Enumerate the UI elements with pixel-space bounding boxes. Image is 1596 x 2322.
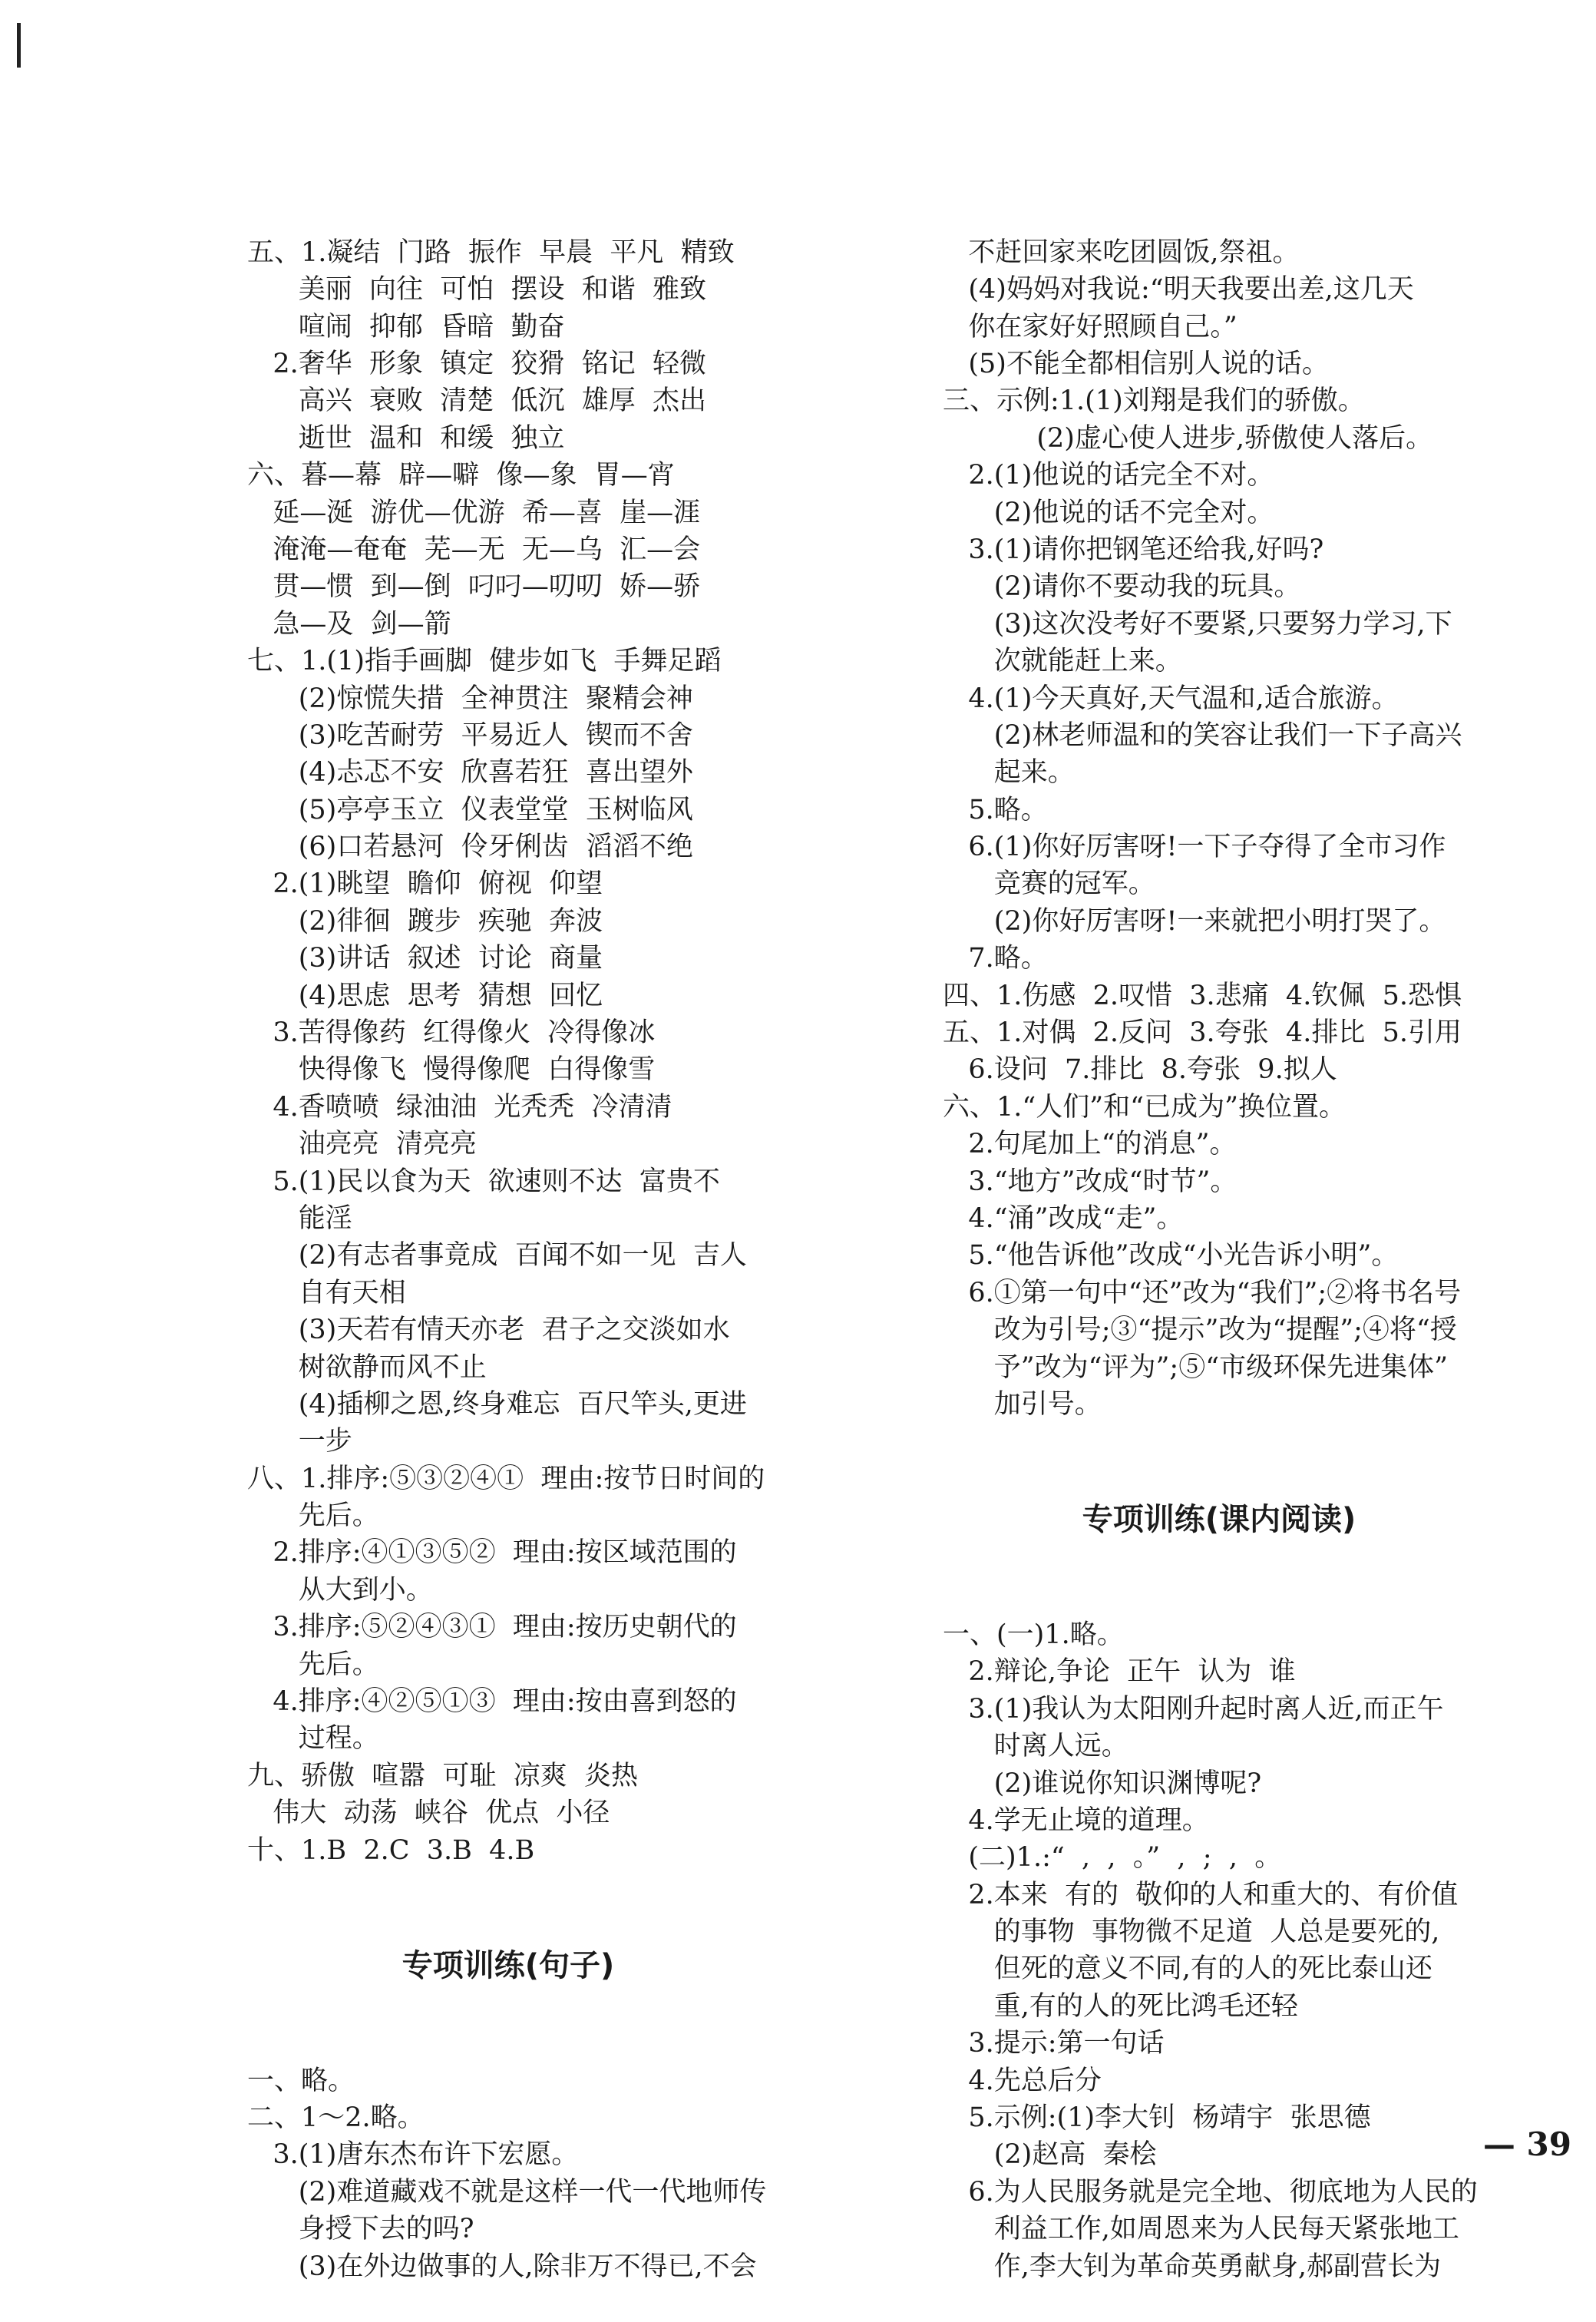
answer-line: 身授下去的吗? bbox=[247, 2214, 474, 2245]
answer-line: 6.①第一句中“还”改为“我们”;②将书名号 bbox=[943, 1277, 1462, 1308]
answer-line: 2.本来 有的 敬仰的人和重大的、有价值 bbox=[943, 1879, 1459, 1910]
answer-line: 3.(1)我认为太阳刚升起时离人近,而正午 bbox=[943, 1693, 1444, 1725]
answer-line: 延—涎 游优—优游 希—喜 崖—涯 bbox=[247, 497, 701, 528]
answer-line: 5.示例:(1)李大钊 杨靖宇 张思德 bbox=[943, 2102, 1371, 2134]
answer-line: (2)你好厉害呀!一来就把小明打哭了。 bbox=[943, 905, 1446, 937]
answer-line: 5.(1)民以食为天 欲速则不达 富贵不 bbox=[247, 1166, 720, 1197]
answer-line: 你在家好好照顾自己。” bbox=[943, 311, 1237, 342]
answer-line: (2)惊慌失措 全神贯注 聚精会神 bbox=[247, 683, 693, 714]
left-answers-block-2 bbox=[247, 2062, 846, 2285]
answer-line: 5.略。 bbox=[943, 794, 1048, 825]
answer-line: 一、(一)1.略。 bbox=[943, 1619, 1124, 1650]
answer-line: 7.略。 bbox=[943, 943, 1048, 974]
answer-line: 先后。 bbox=[247, 1500, 379, 1532]
answer-line: (2)赵高 秦桧 bbox=[943, 2139, 1157, 2171]
answer-line: 6.设问 7.排比 8.夸张 9.拟人 bbox=[943, 1054, 1337, 1086]
answer-line: 但死的意义不同,有的人的死比泰山还 bbox=[943, 1953, 1432, 1985]
answer-line: (5)不能全都相信别人说的话。 bbox=[943, 348, 1329, 379]
answer-line: 作,李大钊为革命英勇献身,郝副营长为 bbox=[943, 2251, 1442, 2282]
answer-line: (3)这次没考好不要紧,只要努力学习,下 bbox=[943, 608, 1452, 640]
answer-line: 2.排序:④①③⑤② 理由:按区域范围的 bbox=[247, 1537, 737, 1569]
answer-line: (2)林老师温和的笑容让我们一下子高兴 bbox=[943, 719, 1462, 751]
answer-line: 三、示例:1.(1)刘翔是我们的骄傲。 bbox=[943, 385, 1365, 417]
answer-line: 一步 bbox=[247, 1426, 352, 1457]
answer-line: 先后。 bbox=[247, 1649, 379, 1680]
answer-line: 2.奢华 形象 镇定 狡猾 铭记 轻微 bbox=[247, 348, 707, 379]
answer-line: 美丽 向往 可怕 摆设 和谐 雅致 bbox=[247, 274, 707, 306]
answer-line: 予”改为“评为”;⑤“市级环保先进集体” bbox=[943, 1351, 1449, 1383]
answer-line: 6.(1)你好厉害呀!一下子夺得了全市习作 bbox=[943, 832, 1446, 863]
answer-line: 2.句尾加上“的消息”。 bbox=[943, 1129, 1237, 1160]
answer-line: 从大到小。 bbox=[247, 1574, 433, 1606]
answer-line: (二)1.:“ , , 。” , ; , 。 bbox=[943, 1842, 1282, 1874]
answer-line: (2)他说的话不完全对。 bbox=[943, 497, 1274, 528]
scan-edge-mark bbox=[17, 23, 21, 68]
answer-line: 的事物 事物微不足道 人总是要死的, bbox=[943, 1917, 1440, 1948]
answer-line: 喧闹 抑郁 昏暗 勤奋 bbox=[247, 311, 565, 342]
answer-line: 八、1.排序:⑤③②④① 理由:按节日时间的 bbox=[247, 1463, 765, 1494]
answer-line: 改为引号;③“提示”改为“提醒”;④将“授 bbox=[943, 1315, 1457, 1346]
answer-line: 七、1.(1)指手画脚 健步如飞 手舞足蹈 bbox=[247, 646, 722, 677]
answer-line: (2)有志者事竟成 百闻不如一见 吉人 bbox=[247, 1240, 747, 1272]
answer-line: (3)吃苦耐劳 平易近人 锲而不舍 bbox=[247, 719, 693, 751]
answer-line: 4.排序:④②⑤①③ 理由:按由喜到怒的 bbox=[247, 1686, 737, 1718]
answer-line: 油亮亮 清亮亮 bbox=[247, 1129, 477, 1160]
answer-line: 急—及 剑—箭 bbox=[247, 608, 451, 640]
answer-line: 淹淹—奄奄 芜—无 无—乌 汇—会 bbox=[247, 534, 701, 565]
answer-line: (4)思虑 思考 猜想 回忆 bbox=[247, 980, 603, 1011]
answer-line: 时离人远。 bbox=[943, 1731, 1128, 1762]
answer-line: 高兴 衰败 清楚 低沉 雄厚 杰出 bbox=[247, 385, 707, 417]
answer-line: (3)在外边做事的人,除非万不得已,不会 bbox=[247, 2251, 757, 2282]
answer-line: 五、1.凝结 门路 振作 早晨 平凡 精致 bbox=[247, 237, 735, 268]
page-number: — 39 bbox=[1482, 2125, 1571, 2163]
answer-line: 一、略。 bbox=[247, 2065, 355, 2096]
answer-line: 五、1.对偶 2.反问 3.夸张 4.排比 5.引用 bbox=[943, 1017, 1462, 1049]
answer-line: 3.苦得像药 红得像火 冷得像冰 bbox=[247, 1017, 656, 1049]
answer-line: (3)讲话 叙述 讨论 商量 bbox=[247, 943, 603, 974]
answer-line: 2.辩论,争论 正午 认为 谁 bbox=[943, 1656, 1296, 1688]
answer-line: 不赶回家来吃团圆饭,祭祖。 bbox=[943, 237, 1300, 268]
answer-line: 贯—惯 到—倒 叼叼—叨叨 娇—骄 bbox=[247, 571, 701, 603]
answer-line: 加引号。 bbox=[943, 1388, 1102, 1420]
answer-line: 3.排序:⑤②④③① 理由:按历史朝代的 bbox=[247, 1612, 737, 1643]
answer-line: (2)请你不要动我的玩具。 bbox=[943, 571, 1301, 603]
answer-line: (3)天若有情天亦老 君子之交淡如水 bbox=[247, 1315, 730, 1346]
answer-line: 六、1.“人们”和“已成为”换位置。 bbox=[943, 1091, 1346, 1123]
right-answers-block-2 bbox=[943, 1616, 1495, 2285]
answer-line: 伟大 动荡 峡谷 优点 小径 bbox=[247, 1798, 610, 1829]
left-column bbox=[247, 160, 846, 2322]
answer-line: (6)口若悬河 伶牙俐齿 滔滔不绝 bbox=[247, 832, 693, 863]
answer-line: 能淫 bbox=[247, 1202, 352, 1234]
answer-line: 树欲静而风不止 bbox=[247, 1351, 487, 1383]
answer-line: 3.(1)请你把钢笔还给我,好吗? bbox=[943, 534, 1324, 565]
answer-line: 起来。 bbox=[943, 757, 1075, 789]
answer-line: 重,有的人的死比鸿毛还轻 bbox=[943, 1990, 1298, 2022]
answer-line: 竞赛的冠军。 bbox=[943, 868, 1155, 900]
answer-line: 6.为人民服务就是完全地、彻底地为人民的 bbox=[943, 2176, 1478, 2208]
answer-line: 4.先总后分 bbox=[943, 2065, 1102, 2096]
answer-line: (4)忐忑不安 欣喜若狂 喜出望外 bbox=[247, 757, 693, 789]
answer-line: 次就能赶上来。 bbox=[943, 646, 1182, 677]
answer-line: 3.“地方”改成“时节”。 bbox=[943, 1166, 1237, 1197]
answer-line: (2)徘徊 踱步 疾驰 奔波 bbox=[247, 905, 603, 937]
right-answers-block bbox=[943, 234, 1495, 1424]
answer-line: (5)亭亭玉立 仪表堂堂 玉树临风 bbox=[247, 794, 693, 825]
answer-line: 快得像飞 慢得像爬 白得像雪 bbox=[247, 1054, 656, 1086]
answer-line: 5.“他告诉他”改成“小光告诉小明”。 bbox=[943, 1240, 1399, 1272]
answer-line: 3.(1)唐东杰布许下宏愿。 bbox=[247, 2139, 579, 2171]
answer-line: 十、1.B 2.C 3.B 4.B bbox=[247, 1834, 535, 1866]
answer-line: 六、暮—幕 辟—噼 像—象 胃—宵 bbox=[247, 460, 675, 491]
section-heading-sentences: 专项训练(句子) bbox=[401, 1947, 615, 1983]
answer-line: 九、骄傲 喧嚣 可耻 凉爽 炎热 bbox=[247, 1760, 639, 1791]
answer-line: 过程。 bbox=[247, 1723, 379, 1755]
answer-line: (4)妈妈对我说:“明天我要出差,这几天 bbox=[943, 274, 1414, 306]
answer-line: 利益工作,如周恩来为人民每天紧张地工 bbox=[943, 2214, 1459, 2245]
answer-line: (2)谁说你知识渊博呢? bbox=[943, 1768, 1262, 1799]
answer-line: 3.提示:第一句话 bbox=[943, 2028, 1165, 2059]
answer-line: 4.(1)今天真好,天气温和,适合旅游。 bbox=[943, 683, 1399, 714]
answer-line: (2)难道藏戏不就是这样一代一代地师传 bbox=[247, 2176, 767, 2208]
answer-line: 四、1.伤感 2.叹惜 3.悲痛 4.钦佩 5.恐惧 bbox=[943, 980, 1462, 1011]
answer-line: 2.(1)眺望 瞻仰 俯视 仰望 bbox=[247, 868, 603, 900]
answer-line: (2)虚心使人进步,骄傲使人落后。 bbox=[943, 422, 1433, 454]
answer-line: 二、1～2.略。 bbox=[247, 2102, 425, 2134]
answer-line: 4.学无止境的道理。 bbox=[943, 1804, 1209, 1836]
answer-line: 2.(1)他说的话完全不对。 bbox=[943, 460, 1274, 491]
answer-line: 自有天相 bbox=[247, 1277, 406, 1308]
answer-line: 4.“涌”改成“走”。 bbox=[943, 1202, 1184, 1234]
answer-line: (4)插柳之恩,终身难忘 百尺竿头,更进 bbox=[247, 1388, 747, 1420]
right-column bbox=[943, 160, 1495, 2322]
left-answers-block bbox=[247, 234, 846, 1869]
answer-line: 逝世 温和 和缓 独立 bbox=[247, 422, 565, 454]
section-heading-reading: 专项训练(课内阅读) bbox=[1082, 1502, 1356, 1538]
answer-line: 4.香喷喷 绿油油 光秃秃 冷清清 bbox=[247, 1091, 672, 1123]
